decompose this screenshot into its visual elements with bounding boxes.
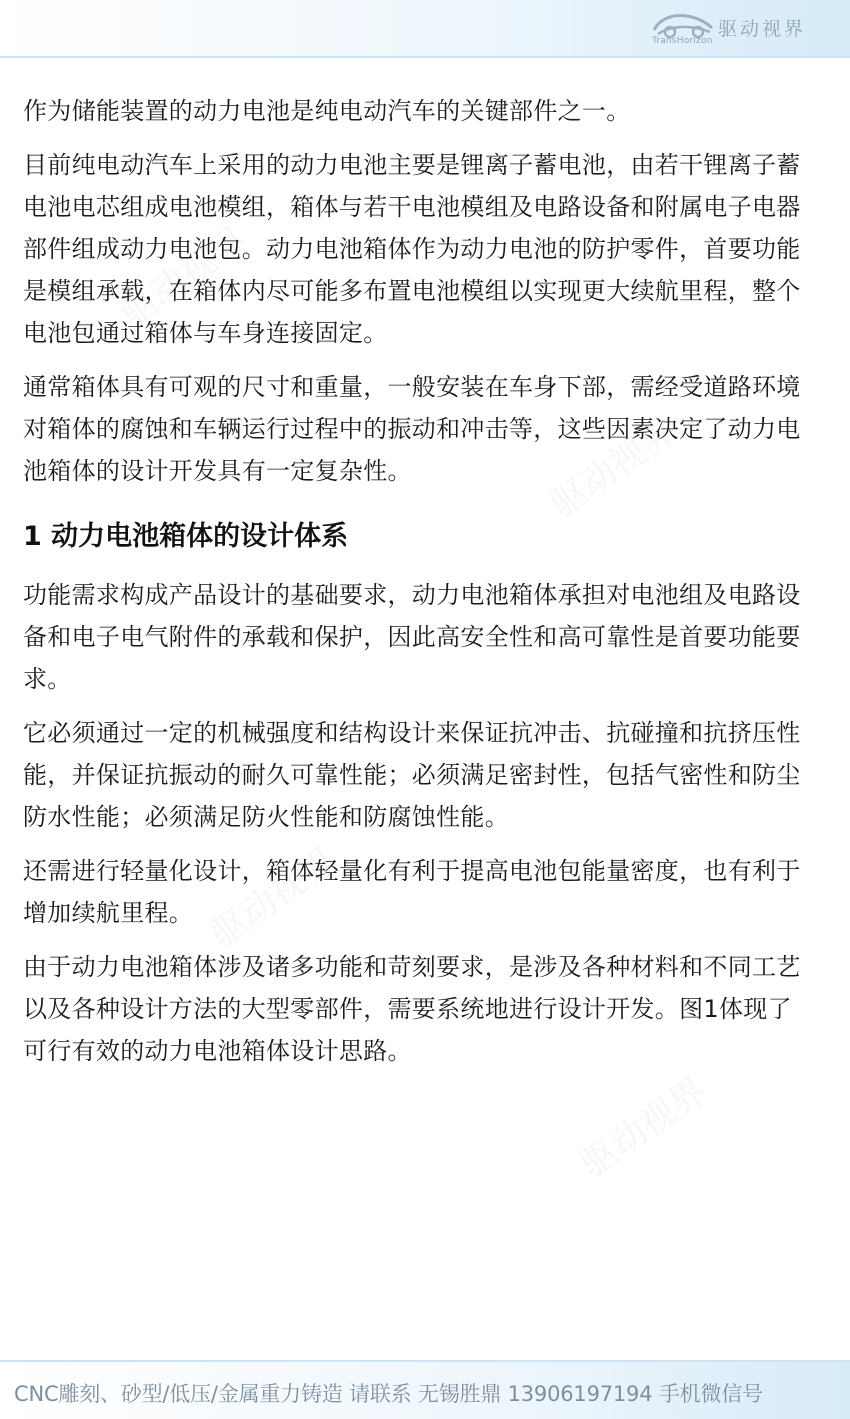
watermark: 驱动视界 [112, 219, 255, 337]
paragraph: 通常箱体具有可观的尺寸和重量，一般安装在车身下部，需经受道路环境对箱体的腐蚀和车辆运行过程中的振动和冲击等，这些因素决定了动力电池箱体的设计开发具有一定复杂性。 [23, 373, 801, 485]
watermark: 驱动视界 [572, 1069, 715, 1187]
paragraph: 功能需求构成产品设计的基础要求，动力电池箱体承担对电池组及电路设备和电子电气附件的承载和保护，因此高安全性和高可靠性是首要功能要求。 [23, 581, 801, 693]
page-footer [0, 1360, 850, 1419]
section-heading: 1 动力电池箱体的设计体系 [23, 521, 349, 552]
watermark: 驱动视界 [542, 409, 685, 527]
paragraph: 目前纯电动汽车上采用的动力电池主要是锂离子蓄电池，由若干锂离子蓄电池电芯组成电池模组，箱体与若干电池模组及电路设备和附属电子电器部件组成动力电池包。动力电池箱体作为动力电池的防护零件，首要功能是模组承载，在箱体内尽可能多布置电池模组以实现更大续航里程，整个电池包通过箱体与车身连接固定。 [23, 151, 801, 347]
logo-english-text: TransHorizon [652, 36, 713, 46]
watermark: 驱动视界 [202, 839, 345, 957]
brand-logo [650, 10, 820, 50]
article-body [23, 90, 813, 1084]
page-header [0, 0, 850, 58]
paragraph: 还需进行轻量化设计，箱体轻量化有利于提高电池包能量密度，也有利于增加续航里程。 [23, 857, 801, 927]
logo-chinese-text: 驱动视界 [718, 18, 807, 40]
footer-contact-text: CNC雕刻、砂型/低压/金属重力铸造 请联系 无锡胜鼎 13906197194 手机微信号 [14, 1382, 763, 1406]
paragraph: 作为储能装置的动力电池是纯电动汽车的关键部件之一。 [23, 97, 631, 125]
paragraph: 由于动力电池箱体涉及诸多功能和苛刻要求，是涉及各种材料和不同工艺以及各种设计方法的大型零部件，需要系统地进行设计开发。图1体现了可行有效的动力电池箱体设计思路。 [23, 953, 801, 1065]
paragraph: 它必须通过一定的机械强度和结构设计来保证抗冲击、抗碰撞和抗挤压性能，并保证抗振动的耐久可靠性能；必须满足密封性，包括气密性和防尘防水性能；必须满足防火性能和防腐蚀性能。 [23, 719, 801, 831]
